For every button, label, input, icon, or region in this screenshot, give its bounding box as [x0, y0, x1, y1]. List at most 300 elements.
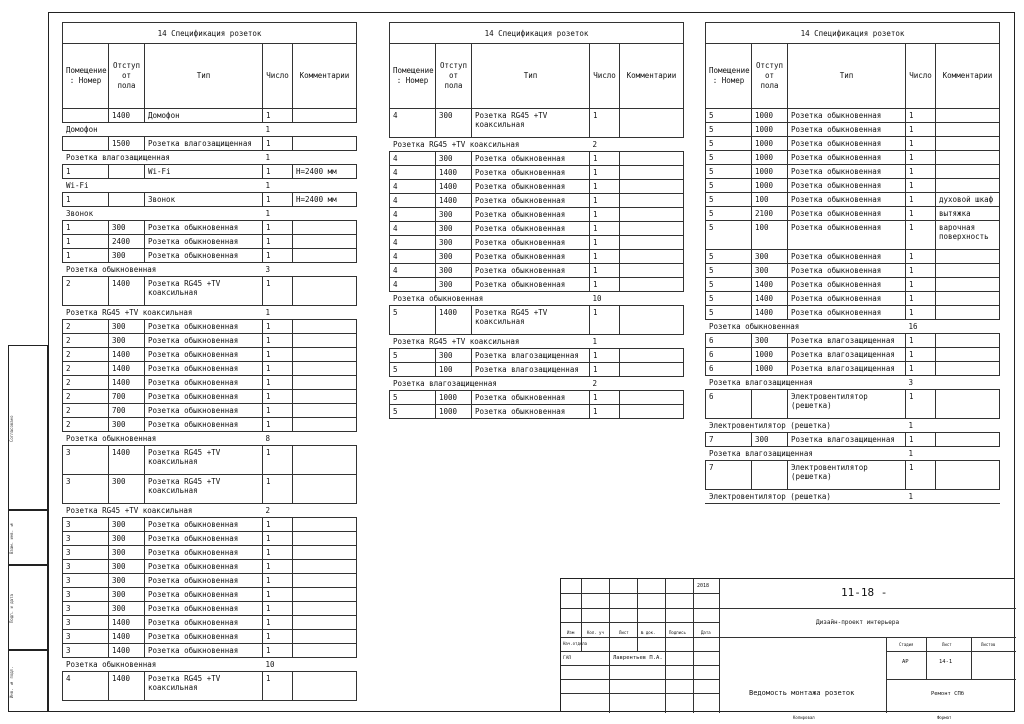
group-name: Электровентилятор (решетка): [706, 419, 906, 433]
room-cell: 5: [390, 405, 436, 419]
room-cell: 5: [390, 349, 436, 363]
col-kol: Кол. уч: [587, 630, 604, 635]
table-row: [706, 264, 1000, 278]
table-row: [706, 292, 1000, 306]
count-cell: 1: [263, 546, 293, 560]
header-row: [706, 44, 1000, 109]
comment-cell: [936, 264, 1000, 278]
group-blank: [293, 504, 357, 518]
room-cell: 4: [390, 278, 436, 292]
table-row: [63, 221, 357, 235]
count-cell: 1: [906, 250, 936, 264]
gap-label: ГАП: [563, 656, 572, 661]
group-count: 3: [906, 376, 936, 390]
comment-cell: [293, 588, 357, 602]
type-cell: Розетка обыкновенная: [145, 235, 263, 249]
table-row: [63, 574, 357, 588]
format-label: Формат: [937, 715, 952, 720]
offset-cell: 1400: [436, 166, 472, 180]
offset-cell: 1400: [752, 292, 788, 306]
group-blank: [936, 320, 1000, 334]
count-cell: 1: [906, 362, 936, 376]
sheet-title: Ведомость монтажа розеток: [749, 689, 855, 697]
group-count: 3: [263, 263, 293, 277]
group-count: 1: [590, 335, 620, 349]
offset-cell: 300: [436, 208, 472, 222]
group-blank: [620, 335, 684, 349]
room-cell: 4: [390, 208, 436, 222]
room-cell: 3: [63, 644, 109, 658]
comment-cell: [293, 235, 357, 249]
table-row: [706, 362, 1000, 376]
room-cell: 6: [706, 390, 752, 419]
count-cell: 1: [263, 193, 293, 207]
inv-number-box: [8, 650, 48, 712]
count-cell: 1: [590, 180, 620, 194]
comment-cell: [936, 306, 1000, 320]
group-total-row: [63, 432, 357, 446]
room-cell: 5: [390, 306, 436, 335]
table-title: 14 Спецификация розеток: [390, 23, 684, 44]
count-cell: 1: [263, 602, 293, 616]
count-cell: 1: [263, 560, 293, 574]
comment-cell: [620, 349, 684, 363]
table-row: [390, 250, 684, 264]
offset-cell: 1000: [752, 109, 788, 123]
room-cell: 4: [390, 109, 436, 138]
table-row: [390, 278, 684, 292]
offset-cell: 1000: [752, 165, 788, 179]
table-row: [63, 235, 357, 249]
type-cell: Розетка влагозащищенная: [472, 349, 590, 363]
comment-cell: [293, 109, 357, 123]
offset-cell: 300: [109, 574, 145, 588]
type-cell: Розетка обыкновенная: [145, 376, 263, 390]
room-cell: 3: [63, 602, 109, 616]
type-cell: Wi-Fi: [145, 165, 263, 179]
table-row: [63, 390, 357, 404]
table-row: [706, 137, 1000, 151]
table-row: [63, 109, 357, 123]
offset-cell: 1000: [752, 151, 788, 165]
type-cell: Розетка обыкновенная: [145, 532, 263, 546]
type-cell: Розетка обыкновенная: [145, 644, 263, 658]
comment-cell: [620, 109, 684, 138]
table-row: [63, 320, 357, 334]
type-cell: Розетка обыкновенная: [145, 616, 263, 630]
inv-number-label: Инв. № подл.: [9, 666, 14, 698]
group-count: 10: [590, 292, 620, 306]
count-cell: 1: [263, 518, 293, 532]
type-cell: Розетка RG45 +TV коаксильная: [145, 277, 263, 306]
room-cell: 3: [63, 518, 109, 532]
table-row: [390, 405, 684, 419]
room-cell: 4: [390, 180, 436, 194]
count-cell: 1: [906, 461, 936, 490]
count-cell: 1: [590, 264, 620, 278]
group-count: 1: [263, 207, 293, 221]
offset-cell: [752, 390, 788, 419]
count-cell: 1: [263, 277, 293, 306]
count-cell: 1: [263, 334, 293, 348]
table-title-row: [706, 23, 1000, 44]
count-cell: 1: [263, 630, 293, 644]
type-cell: Звонок: [145, 193, 263, 207]
replace-inv-label: Взам. инв. №: [9, 522, 14, 555]
room-cell: 2: [63, 348, 109, 362]
stage-label: Стадия: [899, 642, 914, 647]
count-cell: 1: [906, 137, 936, 151]
room-cell: 5: [706, 109, 752, 123]
room-cell: [63, 137, 109, 151]
count-cell: 1: [590, 109, 620, 138]
offset-cell: 1000: [752, 362, 788, 376]
type-cell: Розетка обыкновенная: [788, 151, 906, 165]
group-blank: [936, 447, 1000, 461]
group-total-row: [63, 207, 357, 221]
comment-cell: [620, 222, 684, 236]
document-code: 11-18 -: [841, 586, 888, 599]
group-count: 1: [263, 179, 293, 193]
checker-label: Нач.отдела: [563, 641, 588, 646]
type-cell: Розетка RG45 +TV коаксильная: [145, 672, 263, 701]
group-name: Звонок: [63, 207, 263, 221]
table-title: 14 Спецификация розеток: [63, 23, 357, 44]
comment-cell: [293, 137, 357, 151]
table-row: [63, 672, 357, 701]
group-blank: [293, 151, 357, 165]
room-cell: 5: [706, 221, 752, 250]
group-name: Розетка влагозащищенная: [706, 376, 906, 390]
table-row: [63, 404, 357, 418]
room-cell: 3: [63, 616, 109, 630]
count-cell: 1: [590, 166, 620, 180]
type-cell: Розетка обыкновенная: [145, 390, 263, 404]
count-cell: 1: [263, 644, 293, 658]
comment-cell: H=2400 мм: [293, 165, 357, 179]
room-cell: 4: [390, 236, 436, 250]
room-cell: 5: [706, 306, 752, 320]
comment-cell: H=2400 мм: [293, 193, 357, 207]
type-cell: Розетка обыкновенная: [145, 334, 263, 348]
group-blank: [620, 292, 684, 306]
offset-cell: [752, 461, 788, 490]
group-count: 1: [906, 447, 936, 461]
comment-cell: [936, 461, 1000, 490]
comment-cell: духовой шкаф: [936, 193, 1000, 207]
count-cell: 1: [590, 194, 620, 208]
col-header-offset: Отступ от пола: [752, 44, 788, 109]
group-blank: [293, 432, 357, 446]
table-row: [706, 390, 1000, 419]
group-name: Розетка обыкновенная: [706, 320, 906, 334]
comment-cell: [293, 390, 357, 404]
offset-cell: 300: [436, 250, 472, 264]
table-row: [63, 362, 357, 376]
room-cell: 5: [706, 137, 752, 151]
group-name: Wi-Fi: [63, 179, 263, 193]
offset-cell: 1400: [752, 306, 788, 320]
offset-cell: 300: [109, 518, 145, 532]
offset-cell: 300: [436, 264, 472, 278]
comment-cell: [936, 151, 1000, 165]
offset-cell: 300: [109, 418, 145, 432]
room-cell: 4: [63, 672, 109, 701]
comment-cell: [936, 278, 1000, 292]
comment-cell: [936, 292, 1000, 306]
count-cell: 1: [590, 208, 620, 222]
table-row: [390, 349, 684, 363]
type-cell: Розетка обыкновенная: [145, 249, 263, 263]
table-row: [390, 194, 684, 208]
offset-cell: [109, 165, 145, 179]
group-name: Розетка RG45 +TV коаксильная: [390, 335, 590, 349]
type-cell: Розетка обыкновенная: [145, 560, 263, 574]
comment-cell: [293, 532, 357, 546]
table-title-row: [63, 23, 357, 44]
comment-cell: [293, 574, 357, 588]
offset-cell: 300: [436, 236, 472, 250]
col-header-offset: Отступ от пола: [436, 44, 472, 109]
table-row: [706, 179, 1000, 193]
col-header-count: Число: [906, 44, 936, 109]
table-row: [63, 630, 357, 644]
author-name: Лаврентьев П.А.: [613, 655, 663, 661]
table-row: [63, 137, 357, 151]
table-row: [63, 532, 357, 546]
type-cell: Розетка обыкновенная: [472, 391, 590, 405]
table-row: [706, 207, 1000, 221]
offset-cell: 300: [109, 532, 145, 546]
type-cell: Розетка обыкновенная: [788, 292, 906, 306]
type-cell: Розетка обыкновенная: [788, 264, 906, 278]
comment-cell: [293, 546, 357, 560]
offset-cell: 1500: [109, 137, 145, 151]
group-total-row: [63, 263, 357, 277]
comment-cell: [293, 249, 357, 263]
spec-table-2: [389, 22, 684, 419]
table-row: [706, 221, 1000, 250]
offset-cell: 1400: [436, 194, 472, 208]
header-row: [390, 44, 684, 109]
comment-cell: [936, 179, 1000, 193]
count-cell: 1: [263, 137, 293, 151]
table-row: [706, 348, 1000, 362]
table-row: [390, 109, 684, 138]
comment-cell: [620, 363, 684, 377]
type-cell: Розетка обыкновенная: [788, 250, 906, 264]
type-cell: Розетка обыкновенная: [788, 278, 906, 292]
group-name: Розетка RG45 +TV коаксильная: [63, 504, 263, 518]
table-row: [390, 264, 684, 278]
type-cell: Электровентилятор (решетка): [788, 390, 906, 419]
group-blank: [620, 138, 684, 152]
group-blank: [936, 490, 1000, 504]
room-cell: 1: [63, 165, 109, 179]
count-cell: 1: [906, 390, 936, 419]
project-name: Дизайн-проект интерьера: [816, 619, 900, 626]
type-cell: Розетка обыкновенная: [472, 405, 590, 419]
comment-cell: [936, 250, 1000, 264]
offset-cell: 300: [109, 221, 145, 235]
room-cell: 3: [63, 588, 109, 602]
offset-cell: 1400: [109, 109, 145, 123]
group-total-row: [706, 490, 1000, 504]
comment-cell: [620, 236, 684, 250]
table-row: [63, 348, 357, 362]
comment-cell: [293, 644, 357, 658]
col-list: Лист: [619, 630, 629, 635]
count-cell: 1: [906, 123, 936, 137]
comment-cell: [293, 404, 357, 418]
room-cell: 4: [390, 264, 436, 278]
table-row: [706, 461, 1000, 490]
type-cell: Розетка обыкновенная: [145, 348, 263, 362]
offset-cell: 300: [436, 152, 472, 166]
table-row: [63, 193, 357, 207]
count-cell: 1: [263, 165, 293, 179]
table-row: [63, 518, 357, 532]
offset-cell: 1400: [109, 446, 145, 475]
group-count: 2: [590, 377, 620, 391]
comment-cell: [936, 165, 1000, 179]
comment-cell: [936, 123, 1000, 137]
spec-table-1: [62, 22, 357, 701]
group-count: 1: [263, 306, 293, 320]
room-cell: 3: [63, 446, 109, 475]
offset-cell: 700: [109, 390, 145, 404]
offset-cell: 1400: [109, 348, 145, 362]
group-count: 1: [906, 490, 936, 504]
room-cell: 5: [706, 165, 752, 179]
room-cell: 3: [63, 532, 109, 546]
type-cell: Розетка RG45 +TV коаксильная: [472, 109, 590, 138]
room-cell: 4: [390, 152, 436, 166]
comment-cell: [620, 208, 684, 222]
offset-cell: 2400: [109, 235, 145, 249]
offset-cell: 100: [752, 193, 788, 207]
type-cell: Розетка обыкновенная: [472, 278, 590, 292]
room-cell: 6: [706, 362, 752, 376]
count-cell: 1: [906, 193, 936, 207]
table-row: [63, 249, 357, 263]
count-cell: 1: [906, 179, 936, 193]
table-row: [63, 644, 357, 658]
group-total-row: [390, 138, 684, 152]
offset-cell: 100: [752, 221, 788, 250]
offset-cell: 300: [109, 249, 145, 263]
group-total-row: [706, 376, 1000, 390]
count-cell: 1: [263, 475, 293, 504]
type-cell: Розетка обыкновенная: [145, 418, 263, 432]
room-cell: 4: [390, 194, 436, 208]
group-count: 16: [906, 320, 936, 334]
offset-cell: 1000: [752, 348, 788, 362]
comment-cell: варочная поверхность: [936, 221, 1000, 250]
type-cell: Электровентилятор (решетка): [788, 461, 906, 490]
count-cell: 1: [906, 109, 936, 123]
type-cell: Розетка обыкновенная: [788, 193, 906, 207]
copied-label: Копировал: [793, 715, 815, 720]
col-header-type: Тип: [788, 44, 906, 109]
count-cell: 1: [906, 306, 936, 320]
type-cell: Розетка обыкновенная: [788, 306, 906, 320]
table-row: [63, 165, 357, 179]
object-name: Ремонт СПб: [931, 691, 965, 697]
table-row: [706, 278, 1000, 292]
count-cell: 1: [263, 221, 293, 235]
offset-cell: 1400: [109, 630, 145, 644]
offset-cell: 1400: [752, 278, 788, 292]
table-row: [390, 236, 684, 250]
type-cell: Розетка влагозащищенная: [472, 363, 590, 377]
count-cell: 1: [906, 151, 936, 165]
count-cell: 1: [263, 249, 293, 263]
count-cell: 1: [906, 207, 936, 221]
offset-cell: 1400: [109, 644, 145, 658]
room-cell: 5: [706, 207, 752, 221]
group-count: 10: [263, 658, 293, 672]
room-cell: [63, 109, 109, 123]
offset-cell: 300: [752, 433, 788, 447]
type-cell: Розетка обыкновенная: [145, 518, 263, 532]
count-cell: 1: [263, 588, 293, 602]
group-name: Розетка обыкновенная: [63, 432, 263, 446]
room-cell: 3: [63, 560, 109, 574]
comment-cell: вытяжка: [936, 207, 1000, 221]
count-cell: 1: [590, 391, 620, 405]
approval-label: Согласовано: [9, 415, 14, 442]
group-blank: [293, 207, 357, 221]
table-row: [706, 165, 1000, 179]
room-cell: 1: [63, 235, 109, 249]
room-cell: 5: [706, 193, 752, 207]
offset-cell: 300: [436, 109, 472, 138]
comment-cell: [620, 250, 684, 264]
sheets-label: Листов: [981, 642, 996, 647]
type-cell: Розетка обыкновенная: [145, 362, 263, 376]
col-header-room: Помещение : Номер: [390, 44, 436, 109]
table-row: [63, 376, 357, 390]
count-cell: 1: [263, 362, 293, 376]
count-cell: 1: [590, 236, 620, 250]
group-name: Розетка влагозащищенная: [63, 151, 263, 165]
group-blank: [936, 419, 1000, 433]
count-cell: 1: [590, 278, 620, 292]
col-header-room: Помещение : Номер: [63, 44, 109, 109]
type-cell: Розетка обыкновенная: [788, 137, 906, 151]
type-cell: Розетка обыкновенная: [472, 208, 590, 222]
count-cell: 1: [263, 235, 293, 249]
type-cell: Розетка обыкновенная: [145, 404, 263, 418]
comment-cell: [293, 616, 357, 630]
col-header-count: Число: [263, 44, 293, 109]
offset-cell: 1000: [752, 179, 788, 193]
col-header-type: Тип: [145, 44, 263, 109]
group-blank: [293, 179, 357, 193]
type-cell: Розетка обыкновенная: [472, 194, 590, 208]
type-cell: Розетка влагозащищенная: [145, 137, 263, 151]
count-cell: 1: [263, 348, 293, 362]
offset-cell: 1000: [752, 137, 788, 151]
group-name: Домофон: [63, 123, 263, 137]
room-cell: 5: [390, 363, 436, 377]
room-cell: 5: [706, 151, 752, 165]
type-cell: Розетка обыкновенная: [472, 236, 590, 250]
room-cell: 5: [706, 250, 752, 264]
table-row: [706, 334, 1000, 348]
group-total-row: [390, 377, 684, 391]
